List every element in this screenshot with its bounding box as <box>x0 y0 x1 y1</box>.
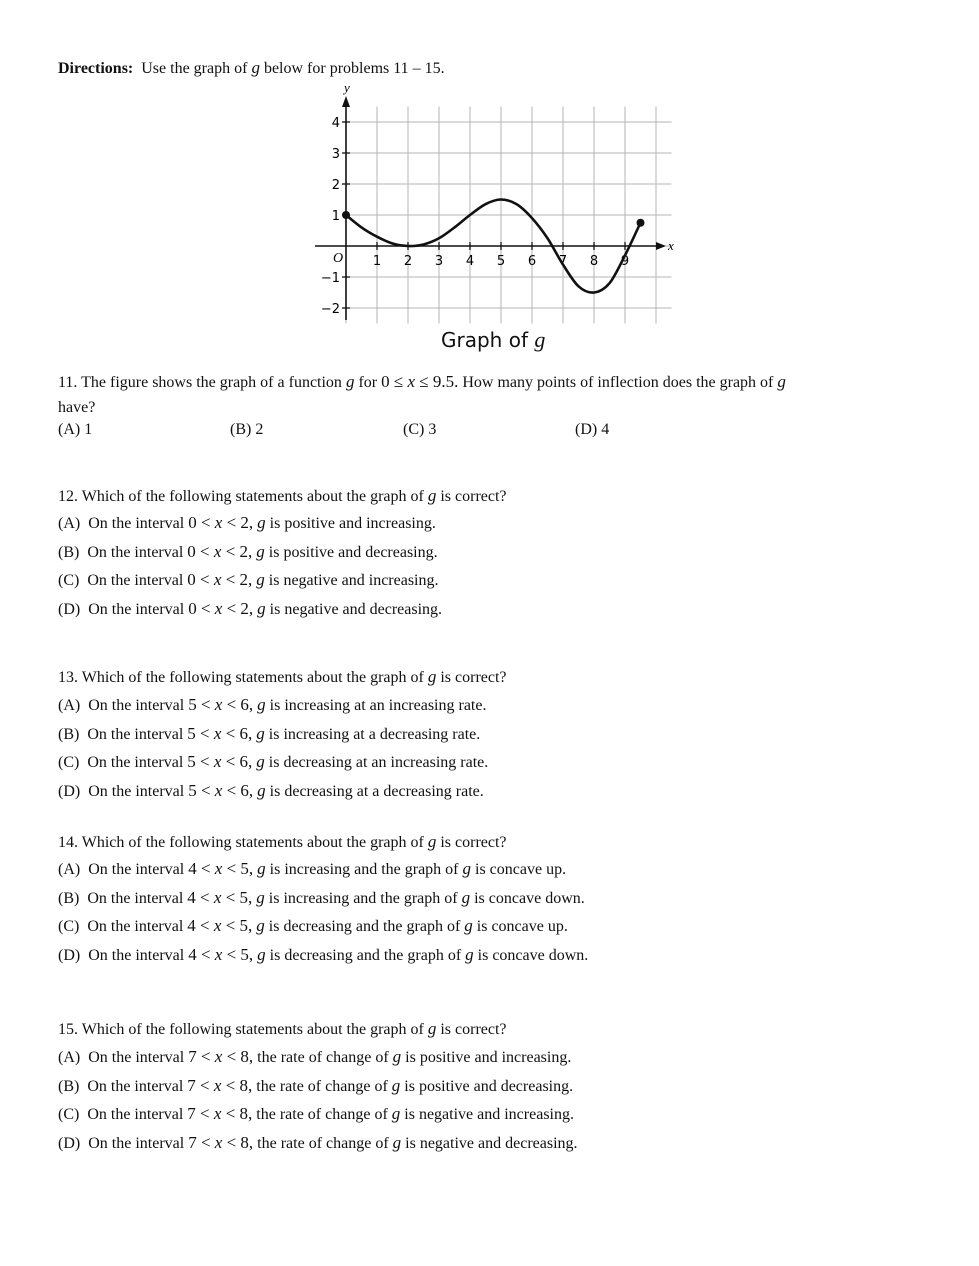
q15-option-mid: the rate of change of <box>257 1135 389 1152</box>
x-tick-label: 4 <box>465 254 475 269</box>
q13-math-lo: 5 < <box>187 752 214 771</box>
q12-option-lead: On the interval <box>87 544 184 561</box>
q13-option-lead: On the interval <box>88 697 185 714</box>
x-tick-label: 5 <box>496 254 506 269</box>
q12-option-fn: g <box>256 542 265 561</box>
q14-option-tail: is concave down. <box>477 947 589 964</box>
q11-math-hi: ≤ 9.5. <box>414 372 459 391</box>
q13-math-var: x <box>213 724 222 743</box>
q14-option-tail: is concave down. <box>474 890 585 907</box>
x-axis-arrow <box>656 242 666 250</box>
q15-option-mid: the rate of change of <box>256 1106 388 1123</box>
q12-option-tail: is negative and decreasing. <box>269 601 443 618</box>
q12-option-tail: is negative and increasing. <box>268 572 439 589</box>
q15-option-c[interactable] <box>58 1104 574 1125</box>
q12-option-b[interactable] <box>58 542 438 563</box>
caption-text: Graph of <box>441 328 528 352</box>
q14-option-d[interactable] <box>58 945 588 966</box>
q14-option-lead: On the interval <box>87 890 184 907</box>
q15-math-lo: 7 < <box>188 1133 215 1152</box>
q11-text-b: How many points of inflection does the graph of <box>462 374 774 391</box>
q12-option-math <box>187 570 252 589</box>
q12-math-lo: 0 < <box>187 570 214 589</box>
q15-math-var: x <box>213 1076 222 1095</box>
q13-option-letter: (A) <box>58 697 81 714</box>
directions-post: below for problems 11 – 15. <box>263 60 445 77</box>
q15-option-mid: the rate of change of <box>256 1078 388 1095</box>
q13-option-fn: g <box>257 695 266 714</box>
q12-math-var: x <box>214 599 223 618</box>
x-axis-label: x <box>668 238 674 253</box>
q12-math-var: x <box>214 513 223 532</box>
axes <box>315 96 666 320</box>
q12-option-tail: is positive and decreasing. <box>268 544 438 561</box>
g-endpoint-end <box>637 219 645 227</box>
q14-option-letter: (C) <box>58 918 80 935</box>
q13-option-fn: g <box>256 724 265 743</box>
q12-option-letter: (D) <box>58 601 81 618</box>
q11-option-b[interactable]: (B) 2 <box>230 421 264 438</box>
q13-stem-b: is correct? <box>440 669 507 686</box>
q14-math-var: x <box>213 916 222 935</box>
q13-option-math <box>187 752 252 771</box>
q15-math-hi: < 8, <box>222 1133 254 1152</box>
q11-option-a[interactable]: (A) 1 <box>58 421 93 438</box>
q14-math-lo: 4 < <box>187 916 214 935</box>
q14-math-lo: 4 < <box>188 945 215 964</box>
y-axis-label: y <box>344 80 350 95</box>
directions-line <box>58 58 445 79</box>
q13-option-lead: On the interval <box>87 754 184 771</box>
q14-option-fn2: g <box>464 916 473 935</box>
q15-option-b[interactable] <box>58 1076 573 1097</box>
q15-math-lo: 7 < <box>187 1104 214 1123</box>
grid <box>346 107 672 324</box>
q14-math-var: x <box>213 888 222 907</box>
q13-option-d[interactable] <box>58 781 484 802</box>
q14-math-lo: 4 < <box>187 888 214 907</box>
q13-option-tail: is increasing at an increasing rate. <box>269 697 487 714</box>
q13-option-tail: is decreasing at a decreasing rate. <box>269 783 484 800</box>
q14-stem-fn: g <box>427 832 437 851</box>
q12-option-letter: (B) <box>58 544 80 561</box>
q13-option-lead: On the interval <box>88 783 185 800</box>
q13-option-tail: is increasing at a decreasing rate. <box>268 726 481 743</box>
q13-option-lead: On the interval <box>87 726 184 743</box>
q14-option-letter: (B) <box>58 890 80 907</box>
q11-option-d[interactable]: (D) 4 <box>575 421 610 438</box>
q13-math-var: x <box>213 752 222 771</box>
q12-stem-a: 12. Which of the following statements about the graph of <box>58 488 424 505</box>
q14-math-var: x <box>214 945 223 964</box>
q14-option-fn2: g <box>461 888 471 907</box>
q15-stem-a: 15. Which of the following statements about the graph of <box>58 1021 424 1038</box>
q14-math-var: x <box>214 859 223 878</box>
y-tick-labels <box>321 116 340 317</box>
q15-option-fn: g <box>391 1076 401 1095</box>
graph-of-g <box>300 80 690 325</box>
q15-option-math <box>188 1047 253 1066</box>
q12-option-fn: g <box>257 513 266 532</box>
q12-math-var: x <box>213 570 222 589</box>
q15-option-fn: g <box>391 1104 401 1123</box>
q13-option-fn: g <box>257 781 266 800</box>
q13-math-hi: < 6, <box>221 752 253 771</box>
q13-option-fn: g <box>256 752 265 771</box>
q14-option-math <box>187 888 252 907</box>
q14-option-fn: g <box>257 945 266 964</box>
q11-math-lo: 0 ≤ <box>381 372 408 391</box>
g-endpoint-start <box>342 211 350 219</box>
q14-option-math <box>187 916 252 935</box>
q12-option-fn: g <box>256 570 265 589</box>
q14-option-a[interactable] <box>58 859 566 880</box>
x-tick-label: 6 <box>527 254 537 269</box>
q13-option-tail: is decreasing at an increasing rate. <box>268 754 489 771</box>
origin-label: O <box>333 251 344 266</box>
q14-option-mid: is decreasing and the graph of <box>268 918 461 935</box>
directions-fn: g <box>251 58 260 77</box>
q15-stem-fn: g <box>427 1019 437 1038</box>
q11-for: for <box>358 374 378 391</box>
q12-option-math <box>187 542 252 561</box>
q12-option-math <box>188 513 253 532</box>
y-axis-arrow <box>342 96 350 107</box>
q14-option-letter: (A) <box>58 861 81 878</box>
q15-math-hi: < 8, <box>222 1047 254 1066</box>
q14-math-lo: 4 < <box>188 859 215 878</box>
q15-option-tail: is positive and decreasing. <box>404 1078 574 1095</box>
q12-math-lo: 0 < <box>187 542 214 561</box>
q15-option-lead: On the interval <box>87 1106 184 1123</box>
q13-option-math <box>188 781 253 800</box>
q14-option-fn2: g <box>465 945 474 964</box>
q13-option-letter: (B) <box>58 726 80 743</box>
q13-math-var: x <box>214 695 223 714</box>
q13-option-letter: (D) <box>58 783 81 800</box>
q14-option-math <box>188 859 253 878</box>
x-tick-labels <box>373 254 629 269</box>
q15-option-tail: is positive and increasing. <box>405 1049 572 1066</box>
q14-option-math <box>188 945 253 964</box>
y-tick-label: 2 <box>331 178 340 193</box>
q15-math-lo: 7 < <box>188 1047 215 1066</box>
y-tick-label: 4 <box>331 116 340 131</box>
q13-math-lo: 5 < <box>187 724 214 743</box>
q12-option-lead: On the interval <box>88 601 185 618</box>
q15-stem-b: is correct? <box>440 1021 507 1038</box>
q15-math-hi: < 8, <box>221 1104 253 1123</box>
y-tick-label: −2 <box>320 302 340 317</box>
q12-option-lead: On the interval <box>87 572 184 589</box>
q15-stem <box>58 1019 507 1040</box>
q13-option-c[interactable] <box>58 752 488 773</box>
q12-math-hi: < 2, <box>221 570 253 589</box>
q15-option-lead: On the interval <box>88 1135 185 1152</box>
q15-option-math <box>187 1076 252 1095</box>
q14-stem-b: is correct? <box>440 834 507 851</box>
q13-option-math <box>188 695 253 714</box>
q14-stem-a: 14. Which of the following statements about the graph of <box>58 834 424 851</box>
q11-stem <box>58 372 786 393</box>
q12-option-d[interactable] <box>58 599 442 620</box>
q15-option-letter: (D) <box>58 1135 81 1152</box>
q14-option-fn: g <box>256 888 265 907</box>
q15-option-lead: On the interval <box>87 1078 184 1095</box>
q13-option-math <box>187 724 252 743</box>
x-tick-label: 3 <box>434 254 444 269</box>
q14-math-hi: < 5, <box>221 888 253 907</box>
directions-pre: Use the graph of <box>141 60 248 77</box>
q15-option-fn: g <box>392 1133 402 1152</box>
x-tick-label: 8 <box>589 254 599 269</box>
q11-math <box>381 372 458 391</box>
q15-option-letter: (A) <box>58 1049 81 1066</box>
q13-math-lo: 5 < <box>188 781 215 800</box>
q15-option-letter: (C) <box>58 1106 80 1123</box>
q14-option-mid: is decreasing and the graph of <box>269 947 462 964</box>
q13-math-lo: 5 < <box>188 695 215 714</box>
y-tick-label: 3 <box>331 147 340 162</box>
q12-stem <box>58 486 507 507</box>
q14-option-c[interactable] <box>58 916 568 937</box>
q12-stem-fn: g <box>427 486 437 505</box>
graph-caption <box>441 327 545 353</box>
q11-fn: g <box>345 372 355 391</box>
q14-option-lead: On the interval <box>88 947 185 964</box>
q12-math-hi: < 2, <box>222 599 254 618</box>
q12-option-c[interactable] <box>58 570 439 591</box>
q15-option-tail: is negative and decreasing. <box>405 1135 578 1152</box>
q14-option-mid: is increasing and the graph of <box>269 861 459 878</box>
q12-math-var: x <box>213 542 222 561</box>
q15-option-fn: g <box>392 1047 402 1066</box>
q14-option-fn: g <box>256 916 265 935</box>
q11-math-var: x <box>407 372 415 391</box>
q15-math-var: x <box>214 1133 223 1152</box>
q12-stem-b: is correct? <box>440 488 507 505</box>
q14-option-tail: is concave up. <box>476 918 568 935</box>
q13-stem-a: 13. Which of the following statements about the graph of <box>58 669 424 686</box>
q12-option-math <box>188 599 253 618</box>
q11-option-c[interactable]: (C) 3 <box>403 421 437 438</box>
q12-option-letter: (A) <box>58 515 81 532</box>
q11-text-a: 11. The figure shows the graph of a function <box>58 374 342 391</box>
q15-option-tail: is negative and increasing. <box>404 1106 574 1123</box>
q14-option-fn: g <box>257 859 266 878</box>
q13-math-hi: < 6, <box>222 781 254 800</box>
q12-option-fn: g <box>257 599 266 618</box>
caption-fn: g <box>534 327 546 352</box>
y-tick-label: 1 <box>331 209 340 224</box>
q13-option-letter: (C) <box>58 754 80 771</box>
q14-option-letter: (D) <box>58 947 81 964</box>
q15-option-math <box>188 1133 253 1152</box>
q14-option-b[interactable] <box>58 888 585 909</box>
q15-math-var: x <box>214 1047 223 1066</box>
q14-stem <box>58 832 507 853</box>
q13-math-hi: < 6, <box>222 695 254 714</box>
x-tick-label: 9 <box>620 254 630 269</box>
q12-math-hi: < 2, <box>222 513 254 532</box>
x-tick-label: 1 <box>372 254 382 269</box>
q11-fn2: g <box>777 372 786 391</box>
q15-option-math <box>187 1104 252 1123</box>
q14-math-hi: < 5, <box>222 945 254 964</box>
x-tick-label: 2 <box>403 254 413 269</box>
q15-math-var: x <box>213 1104 222 1123</box>
q14-option-mid: is increasing and the graph of <box>268 890 458 907</box>
q12-option-tail: is positive and increasing. <box>269 515 436 532</box>
q13-stem <box>58 667 507 688</box>
q13-option-a[interactable] <box>58 695 486 716</box>
q15-option-letter: (B) <box>58 1078 80 1095</box>
q12-math-hi: < 2, <box>221 542 253 561</box>
q11-text-c: have? <box>58 399 96 416</box>
q13-math-hi: < 6, <box>221 724 253 743</box>
q13-math-var: x <box>214 781 223 800</box>
q14-option-tail: is concave up. <box>475 861 567 878</box>
q14-option-fn2: g <box>462 859 471 878</box>
q15-option-mid: the rate of change of <box>257 1049 389 1066</box>
q12-option-a[interactable] <box>58 513 436 534</box>
q14-math-hi: < 5, <box>222 859 254 878</box>
q12-option-letter: (C) <box>58 572 80 589</box>
q12-option-lead: On the interval <box>88 515 185 532</box>
q15-option-d[interactable] <box>58 1133 578 1154</box>
q14-math-hi: < 5, <box>221 916 253 935</box>
q13-option-b[interactable] <box>58 724 480 745</box>
q14-option-lead: On the interval <box>88 861 185 878</box>
directions-label: Directions: <box>58 60 134 77</box>
x-tick-label: 7 <box>558 254 568 269</box>
y-tick-label: −1 <box>320 271 340 286</box>
q12-math-lo: 0 < <box>188 513 215 532</box>
q15-option-lead: On the interval <box>88 1049 185 1066</box>
q15-option-a[interactable] <box>58 1047 571 1068</box>
q15-math-hi: < 8, <box>221 1076 253 1095</box>
q15-math-lo: 7 < <box>187 1076 214 1095</box>
q13-stem-fn: g <box>427 667 437 686</box>
q14-option-lead: On the interval <box>87 918 184 935</box>
q12-math-lo: 0 < <box>188 599 215 618</box>
